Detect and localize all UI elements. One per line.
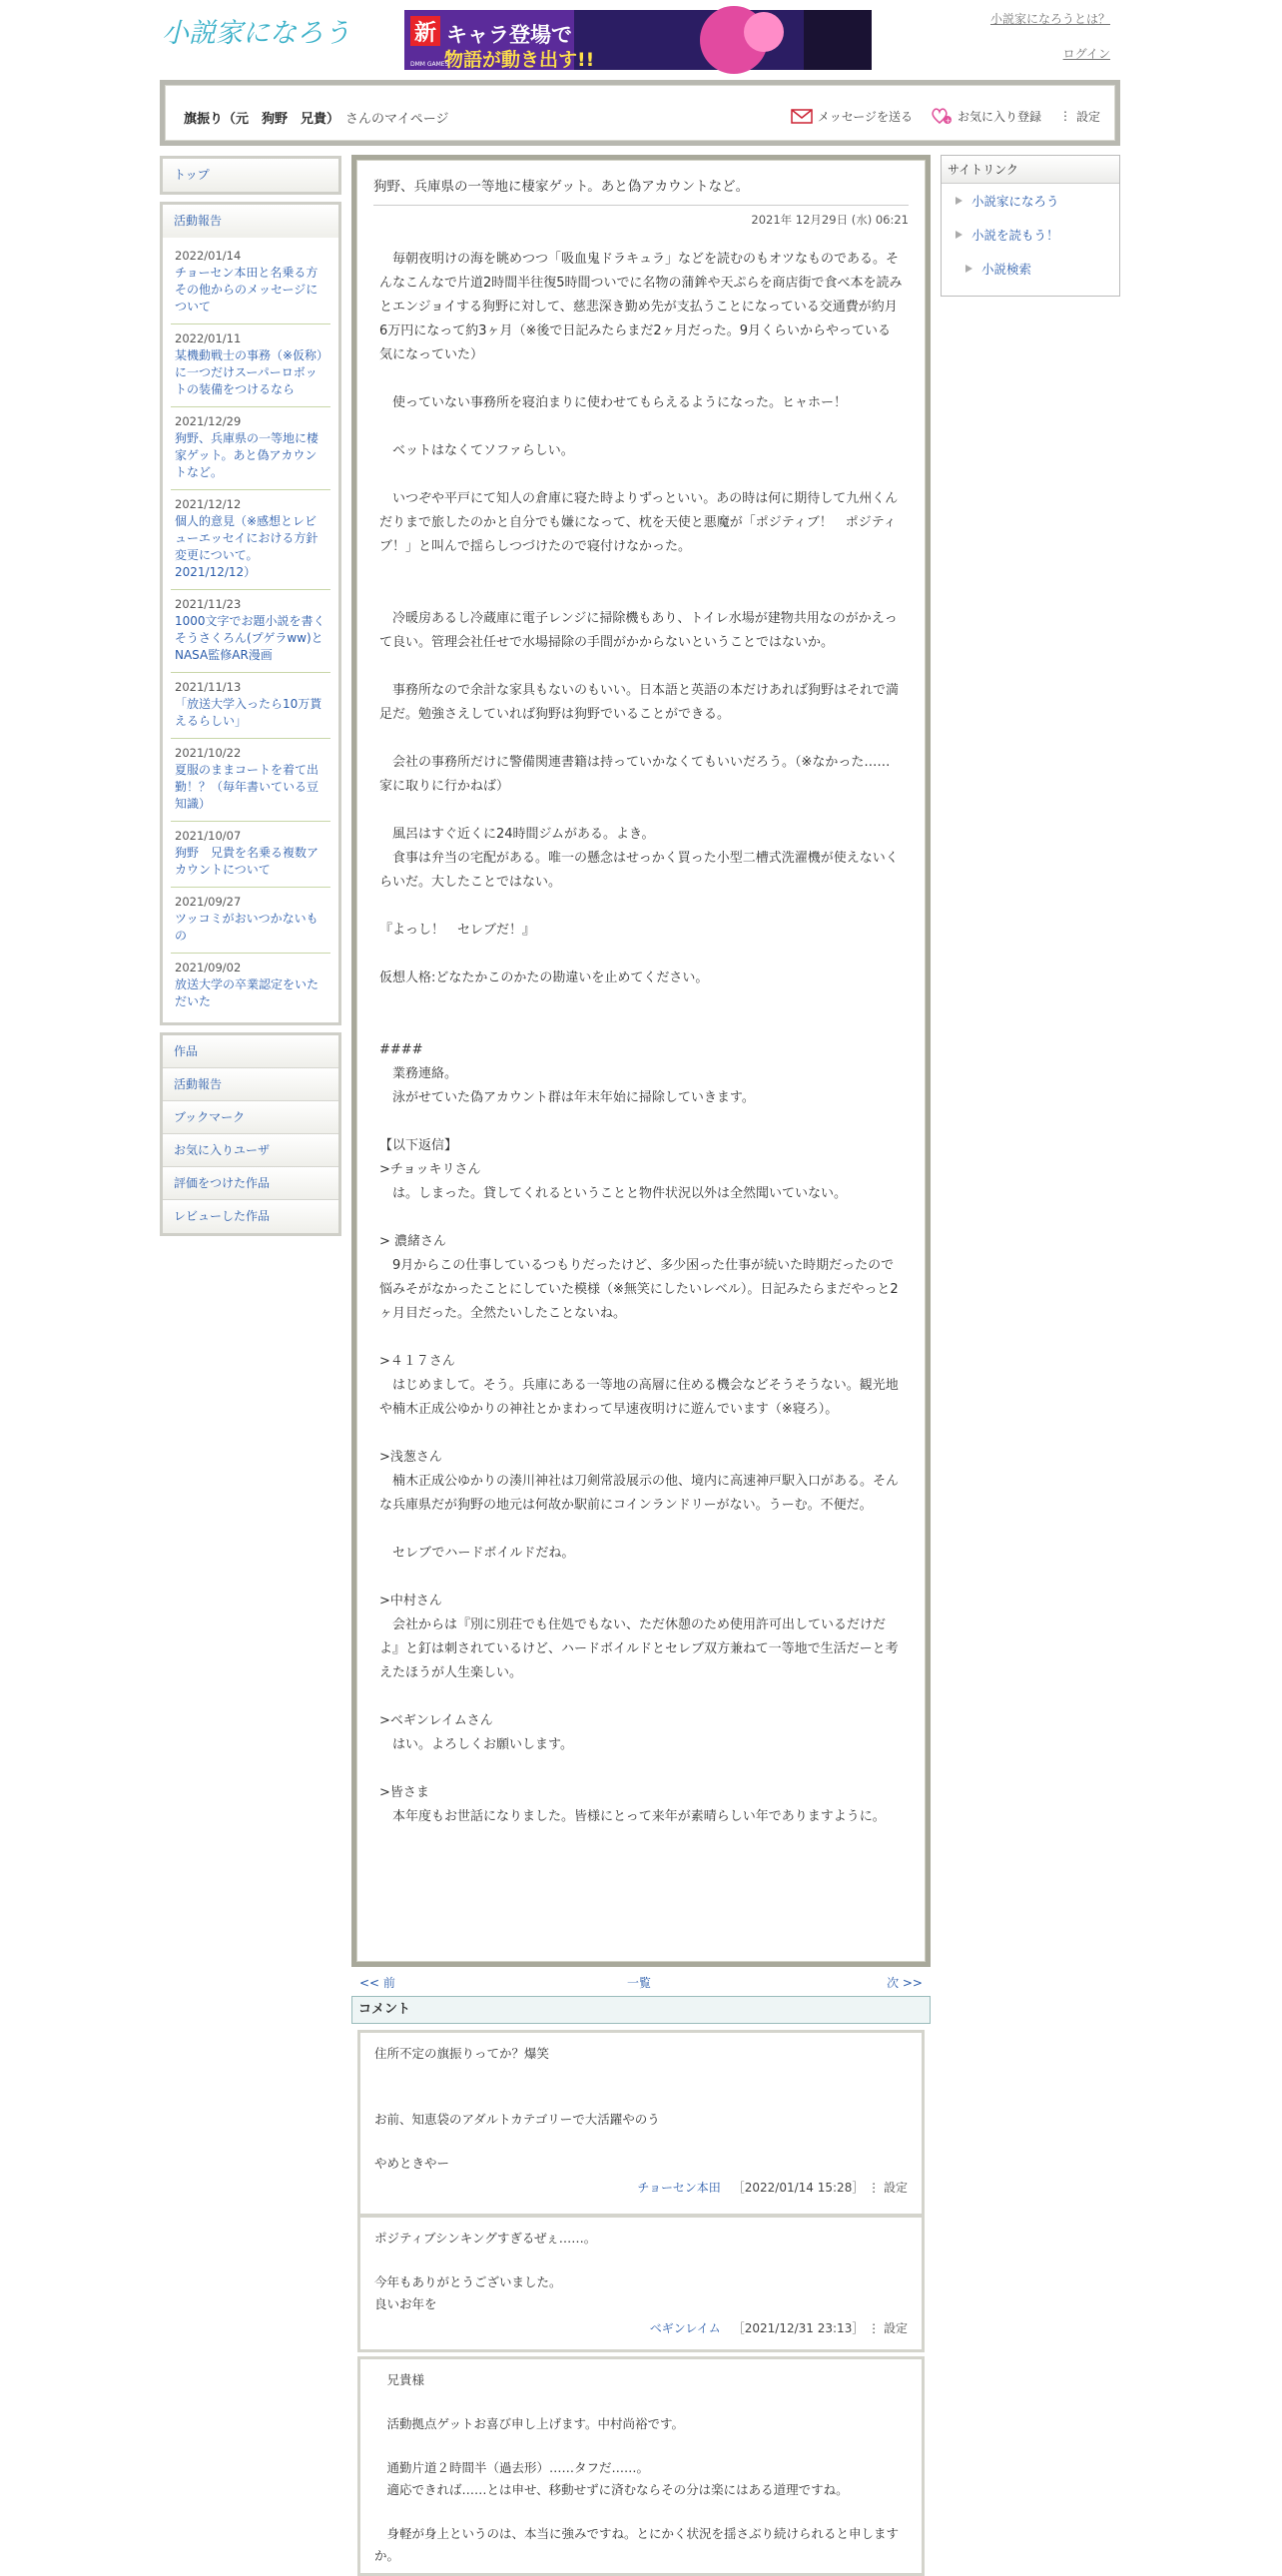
- comment-body: 住所不定の旗振りってか？爆笑 お前、知恵袋のアダルトカテゴリーで大活躍やのう やめときやー: [374, 2046, 660, 2171]
- post-body: 毎朝夜明けの海を眺めつつ「吸血鬼ドラキュラ」などを読むのもオツなものである。そんなこんなで片道2時間半往復5時間ついでに名物の蒲鉾や天ぷらを商店街で食べ本を読みとエンジョイする狗野に対して、慈悲深き勤め先が支払うことになっている交通費が約月6万円になって約3ヶ月（※後で日記みたらまだ2ヶ月だった。9月くらいからやっている気になっていた） 使っていない事務所を寝泊まりに使わせてもらえるようになった。ヒャホー！ ベットはなくてソファらしい。 いつぞや平戸にて知人の倉庫に寝た時よりずっといい。あの時は何に期待して九州くんだりまで旅したのかと自分でも嫌になって、枕を天使と悪魔が「ポジティブ！ ポジティブ！」と叫んで揺らしつづけたので寝付けなかった。 冷暖房あるし冷蔵庫に電子レンジに掃除機もあり、トイレ水場が建物共用なのがかえって良い。管理会社任せで水場掃除の手間がかからないということではないか。 事務所なので余計な家具もないのもいい。日本語と英語の本だけあれば狗野はそれで満足だ。勉強さえしていれば狗野は狗野でいることができる。 会社の事務所だけに警備関連書籍は持っていかなくてもいいだろう。（※なかった……家に取りに行かねば） 風呂はすぐ近くに24時間ジムがある。よき。 食事は弁当の宅配がある。唯一の懸念はせっかく買った小型二槽式洗濯機が使えないくらいだ。大したことではない。 『よっし！ セレブだ！』 仮想人格:どなたかこのかたの勘違いを止めてください。 #### 業務連絡。 泳がせていた偽アカウント群は年末年始に掃除していきます。 【以下返信】 >チョッキリさん は。しまった。貸してくれるということと物件状況以外は全然聞いていない。 > 濃緒さん 9月からこの仕事しているつもりだったけど、多少困った仕事が続いた時期だったので悩みそがなかったことにしていた模様（※無笑にしたいレベル）。日記みたらまだやっと2ヶ月目だった。全然たいしたことないね。 >４１７さん はじめまして。そう。兵庫にある一等地の高層に住める機会などそうそうない。観光地や楠木正成公ゆかりの神社とかまわって早速夜明けに遊んでいます（※寝ろ）。 >浅葱さん 楠木正成公ゆかりの湊川神社は刀剣常設展示の他、境内に高速神戸駅入口がある。そんな兵庫県だが狗野の地元は何故か駅前にコインランドリーがない。うーむ。不便だ。 セレブでハードボイルドだね。 >中村さん 会社からは『別に別荘でも住処でもない、ただ休憩のため使用許可出しているだけだよ』と釘は刺されているけど、ハードボイルドとセレブ双方兼ねて一等地で生活だーと考えたほうが人生楽しい。 >ベギンレイムさん はい。よろしくお願いします。 >皆さま 本年度もお世話になりました。皆様にとって来年が素晴らしい年でありますように。: [379, 252, 903, 1824]
- triangle-right-icon: [956, 231, 962, 239]
- user-name: [184, 108, 449, 127]
- comment-item: [357, 2030, 925, 2217]
- settings-label: 設定: [1075, 109, 1100, 124]
- kebab-icon: ⋮: [1058, 109, 1071, 123]
- comment-settings-button[interactable]: [868, 2181, 908, 2195]
- user-suffix: さんのマイページ: [345, 112, 449, 127]
- kebab-icon: ⋮: [868, 2321, 881, 2335]
- activity-title-link[interactable]: 個人的意見（※感想とレビューエッセイにおける方針変更について。2021/12/12）: [175, 514, 319, 579]
- svg-text:+: +: [945, 117, 952, 125]
- site-link-label: 小説家になろう: [971, 194, 1059, 209]
- activity-title-link[interactable]: 狗野 兄貴を名乗る複数アカウントについて: [175, 846, 320, 877]
- envelope-icon: [791, 109, 813, 124]
- send-message-button[interactable]: [791, 108, 913, 125]
- top-nav-box: [160, 156, 341, 195]
- comment-body: 兄貴様 活動拠点ゲットお喜び申し上げます。中村尚裕です。 通勤片道２時間半（過去形）……タフだ……。 適応できれば……とは申せ、移動せずに済むならその分は楽にはある道理ですね。 身軽が身上というのは、本当に強みですね。とにかく状況を揺さぶり続けられると申しますか。: [374, 2372, 900, 2563]
- sidebar-item-favorite-users[interactable]: お気に入りユーザ: [163, 1134, 338, 1167]
- right-sidebar: [941, 155, 1120, 297]
- activity-date: 2022/01/14: [175, 249, 242, 263]
- prev-link[interactable]: << 前: [359, 1976, 395, 1990]
- activity-title-link[interactable]: 狗野、兵庫県の一等地に棲家ゲット。あと偽アカウントなど。: [175, 431, 320, 479]
- comment-body: ポジティブシンキングすぎるぜぇ……。 今年もありがとうございました。 良いお年を: [374, 2231, 597, 2311]
- sidebar-item-bookmark[interactable]: ブックマーク: [163, 1101, 338, 1134]
- comment-settings-label: 設定: [883, 2321, 908, 2335]
- site-link-label: 小説を読もう！: [971, 228, 1059, 243]
- banner-subline: 物語が動き出す!!: [444, 49, 595, 71]
- list-link[interactable]: 一覧: [627, 1976, 652, 1990]
- sidebar-item-top[interactable]: トップ: [163, 159, 338, 192]
- comment-item: [357, 2356, 925, 2576]
- activity-list: [160, 238, 341, 1025]
- activity-date: 2021/10/22: [175, 746, 242, 760]
- comment-item: [357, 2215, 925, 2352]
- user-menu-box: [160, 1032, 341, 1236]
- svg-text:DMM GAMES: DMM GAMES: [410, 61, 449, 68]
- sidebar-item-activity[interactable]: 活動報告: [163, 1068, 338, 1101]
- activity-date: 2021/09/27: [175, 895, 242, 909]
- activity-date: 2021/11/13: [175, 680, 242, 694]
- banner-headline: キャラ登場で: [446, 23, 572, 47]
- list-item[interactable]: [171, 888, 330, 954]
- comment-settings-label: 設定: [883, 2181, 908, 2195]
- pager: [351, 1974, 931, 1990]
- comment-meta: [374, 2177, 908, 2199]
- sidebar-item-activity-header[interactable]: 活動報告: [163, 205, 338, 238]
- list-item[interactable]: [171, 673, 330, 739]
- settings-button[interactable]: [1059, 108, 1100, 125]
- next-link[interactable]: 次 >>: [887, 1976, 923, 1990]
- user-name-text: 旗振り（元 狗野 兄貴）: [184, 112, 340, 127]
- activity-header-box: [160, 202, 341, 238]
- sidebar-item-works[interactable]: 作品: [163, 1035, 338, 1068]
- comment-date: ［2021/12/31 23:13］: [732, 2321, 865, 2335]
- send-message-label: メッセージを送る: [817, 109, 913, 124]
- favorite-label: お気に入り登録: [957, 109, 1041, 124]
- site-link-yomou[interactable]: [942, 218, 1119, 252]
- activity-date: 2021/10/07: [175, 829, 242, 843]
- activity-date: 2021/11/23: [175, 597, 242, 611]
- activity-date: 2021/12/12: [175, 497, 242, 511]
- list-item[interactable]: [171, 739, 330, 822]
- comment-meta: [374, 2317, 908, 2339]
- favorite-button[interactable]: [931, 107, 1041, 125]
- activity-title-link[interactable]: チョーセン本田と名乗る方その他からのメッセージについて: [175, 266, 319, 314]
- post-inner: [356, 160, 926, 1962]
- site-links-title: サイトリンク: [942, 156, 1119, 184]
- activity-date: 2022/01/11: [175, 331, 242, 345]
- list-item[interactable]: [171, 822, 330, 888]
- post-container: [351, 155, 931, 1967]
- activity-date: 2021/09/02: [175, 961, 242, 974]
- banner-graphic: [404, 10, 872, 70]
- list-item[interactable]: [171, 490, 330, 590]
- sidebar-item-reviewed-works[interactable]: レビューした作品: [163, 1200, 338, 1233]
- mypage-actions: [791, 107, 1100, 125]
- ad-banner[interactable]: [404, 10, 872, 70]
- comment-author-link[interactable]: ベギンレイム: [649, 2321, 721, 2335]
- post-title: 狗野、兵庫県の一等地に棲家ゲット。あと偽アカウントなど。: [373, 175, 909, 206]
- left-sidebar: [160, 156, 341, 1236]
- activity-title-link[interactable]: 夏服のままコートを着て出勤！？（毎年書いている豆知識）: [175, 763, 320, 811]
- list-item[interactable]: [171, 590, 330, 673]
- list-item[interactable]: [171, 324, 330, 407]
- kebab-icon: ⋮: [868, 2181, 881, 2195]
- triangle-right-icon: [965, 265, 972, 273]
- activity-title-link[interactable]: ツッコミがおいつかないもの: [175, 912, 319, 943]
- list-item[interactable]: [171, 242, 330, 324]
- comments-header: コメント: [351, 1996, 931, 2024]
- logo-graphic: [160, 12, 350, 50]
- svg-text:小説家になろう: 小説家になろう: [162, 18, 350, 49]
- activity-title-link[interactable]: 1000文字でお題小説を書くそうさくろん(プゲラww)とNASA監修AR漫画: [175, 614, 325, 662]
- activity-title-link[interactable]: 「放送大学入ったら10万貰えるらしい」: [175, 697, 322, 728]
- comment-date: ［2022/01/14 15:28］: [732, 2181, 865, 2195]
- activity-date: 2021/12/29: [175, 414, 242, 428]
- activity-title-link[interactable]: 某機動戦士の事務（※仮称）に一つだけスーパーロボットの装備をつけるなら: [175, 348, 323, 396]
- activity-title-link[interactable]: 放送大学の卒業認定をいただいた: [175, 977, 320, 1008]
- post-date: 2021年 12月29日 (水) 06:21: [751, 213, 909, 227]
- svg-text:新: 新: [414, 21, 437, 46]
- mypage-bar: [160, 80, 1120, 146]
- heart-plus-icon: [931, 107, 953, 125]
- site-link-search[interactable]: [942, 252, 1119, 286]
- list-item[interactable]: [171, 954, 330, 1018]
- list-item[interactable]: [171, 407, 330, 490]
- sidebar-item-rated-works[interactable]: 評価をつけた作品: [163, 1167, 338, 1200]
- login-link[interactable]: ログイン: [1062, 47, 1110, 61]
- site-link-narou[interactable]: [942, 184, 1119, 218]
- comment-settings-button[interactable]: [868, 2321, 908, 2335]
- site-logo[interactable]: [160, 12, 350, 50]
- site-link-label: 小説検索: [981, 262, 1032, 277]
- comment-author-link[interactable]: チョーセン本田: [637, 2181, 721, 2195]
- about-link[interactable]: 小説家になろうとは？: [989, 12, 1110, 26]
- triangle-right-icon: [956, 197, 962, 205]
